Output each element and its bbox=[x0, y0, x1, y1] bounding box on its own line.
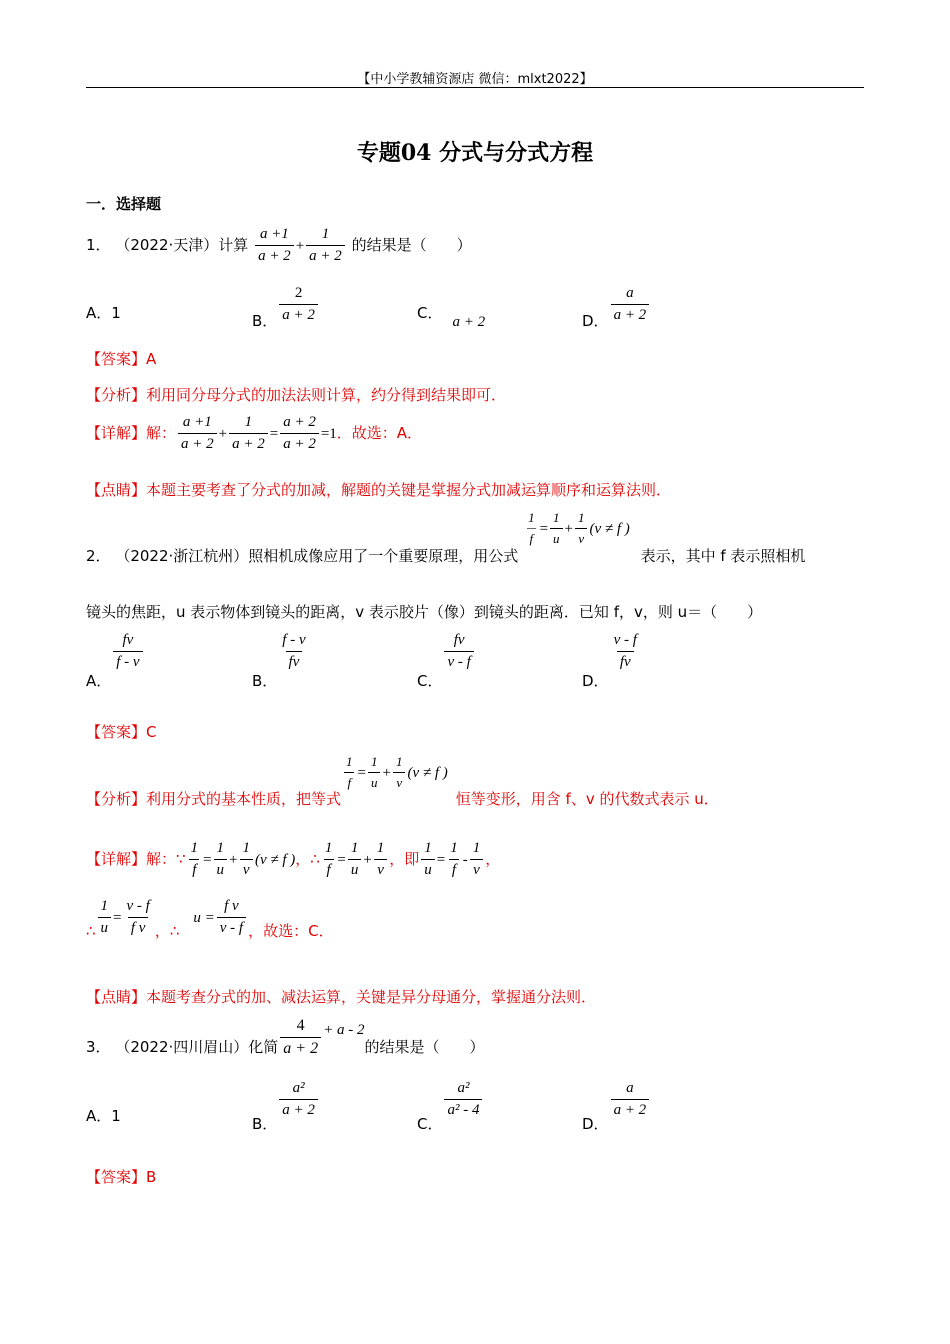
question-3: 3． （2022·四川眉山）化简 $\frac{4}{a + 2}$ + a - 2的结果是（ ） bbox=[86, 1017, 485, 1057]
q2-option-d: D． $\frac{v - f}{fv}$ bbox=[582, 632, 637, 690]
q1-analysis: 【分析】利用同分母分式的加法法则计算，约分得到结果即可． bbox=[86, 386, 507, 404]
question-1: 1． （2022·天津）计算 $\frac{a +1}{a + 2}$ + $\frac{1}{a + 2}$ 的结果是（ ） bbox=[86, 226, 472, 264]
q1-option-a: A．1 bbox=[86, 304, 121, 322]
q1-source: （2022·天津）计算 bbox=[115, 236, 249, 254]
q1-option-c: C． a + 2 bbox=[417, 304, 486, 330]
q2-line-2: 镜头的焦距，u 表示物体到镜头的距离，v 表示胶片（像）到镜头的距离．已知 f，v，则 u＝（ ） bbox=[86, 603, 763, 621]
question-2: 2． （2022·浙江杭州）照相机成像应用了一个重要原理，用公式 $\frac{1}{f}$ = $\frac{1}{u}$ + $\frac{1}{v}$ (v ≠ f ) 表示，其中 f 表示照相机 bbox=[86, 510, 806, 565]
page-header: 【中小学教辅资源店 微信：mlxt2022】 bbox=[357, 72, 593, 87]
q2-detail-line-2: ∴ $\frac{1}{u}$ = $\frac{v - f}{\text{f v}}$ ，∴u = $\frac{\text{f v}}{v - f}$ ，故选：C． bbox=[86, 898, 334, 940]
q1-number: 1． bbox=[86, 236, 111, 254]
header-rule bbox=[86, 87, 864, 88]
q3-option-b: B． $\frac{\text{a²}}{a + 2}$ bbox=[252, 1080, 320, 1119]
q3-option-a: A．1 bbox=[86, 1107, 121, 1125]
q2-option-a: A． $\frac{fv}{f - v}$ bbox=[86, 632, 145, 671]
q1-suffix: 的结果是（ ） bbox=[351, 236, 472, 254]
page-title: 专题04 分式与分式方程 bbox=[356, 140, 594, 166]
q3-answer: 【答案】B bbox=[86, 1168, 157, 1186]
q2-detail: 【详解】解：∵ $\frac{1}{f}$ = $\frac{1}{u}$ + $\frac{1}{v}$ (v ≠ f )，∴ $\frac{1}{f}$ = $\frac{1}{u}$ + $\frac{1}{v}$ ，即 $\frac{1}{u}$ = $\frac{1}{f}$ - $\frac{1}{v}$ ， bbox=[86, 840, 501, 878]
q2-comment: 【点睛】本题考查分式的加、减法运算，关键是异分母通分，掌握通分法则． bbox=[86, 988, 597, 1006]
q3-option-c: C． $\frac{\text{a²}}{\text{a² - 4}}$ bbox=[417, 1080, 484, 1119]
q1-option-b: B． $\frac{2}{a + 2}$ bbox=[252, 285, 320, 324]
q2-option-b: B． $\frac{f - v}{fv}$ bbox=[252, 632, 306, 690]
q2-analysis: 【分析】利用分式的基本性质，把等式 $\frac{1}{f}$ = $\frac{1}{u}$ + $\frac{1}{v}$ (v ≠ f )恒等变形，用含 f、v 的代数式表示 u． bbox=[86, 754, 719, 808]
q1-fraction-1: $\frac{a +1}{a + 2}$ bbox=[255, 226, 294, 265]
q2-answer: 【答案】C bbox=[86, 723, 157, 741]
q1-fraction-2: $\frac{1}{a + 2}$ bbox=[306, 226, 345, 265]
q1-option-d: D． $\frac{a}{a + 2}$ bbox=[582, 285, 651, 324]
q1-detail: 【详解】解： $\frac{a +1}{a + 2}$ + $\frac{1}{a + 2}$ = $\frac{a + 2}{a + 2}$ =1．故选：A． bbox=[86, 414, 423, 452]
q2-option-c: C． $\frac{fv}{v - f}$ bbox=[417, 632, 476, 671]
q1-comment: 【点睛】本题主要考查了分式的加减，解题的关键是掌握分式加减运算顺序和运算法则． bbox=[86, 481, 672, 499]
q1-answer: 【答案】A bbox=[86, 350, 157, 368]
section-heading: 一．选择题 bbox=[86, 195, 162, 213]
q3-option-d: D． $\frac{a}{a + 2}$ bbox=[582, 1080, 651, 1119]
